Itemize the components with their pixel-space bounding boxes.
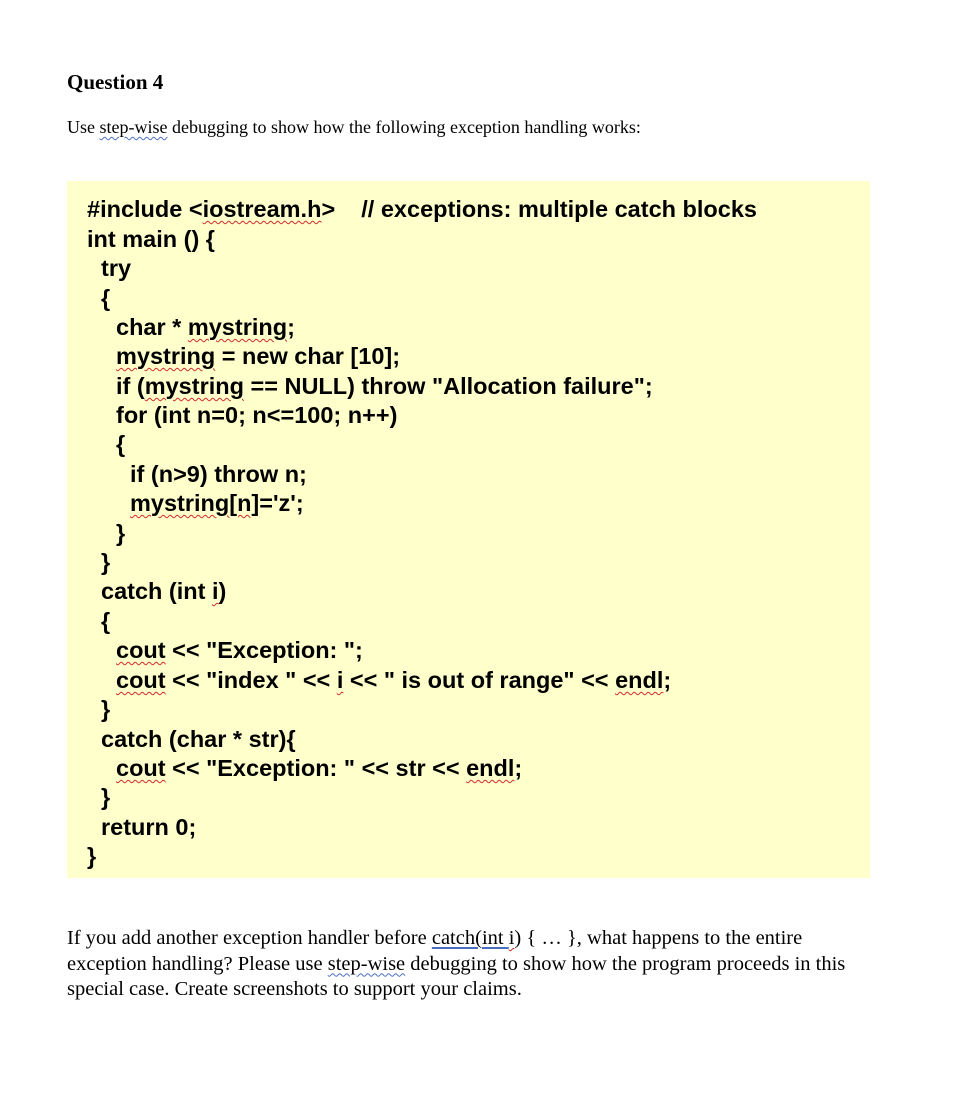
code-token: cout xyxy=(116,637,166,663)
code-token: mystring xyxy=(144,373,244,399)
intro-text-end: debugging to show how the following exception handling works: xyxy=(167,117,641,137)
code-line-23: } xyxy=(87,843,97,869)
code-token: == NULL) throw "Allocation failure"; xyxy=(243,373,653,399)
followup-text: { … }, what happens to the entire exception handling? Please use xyxy=(67,927,803,975)
code-token: > // exceptions: multiple catch blocks xyxy=(321,196,757,222)
intro-text-start: Use xyxy=(67,117,100,137)
code-token: cout xyxy=(116,667,166,693)
code-listing xyxy=(67,181,870,878)
code-line-1 xyxy=(87,198,757,222)
code-line-8: for (int n=0; n<=100; n++) xyxy=(116,402,398,428)
code-token: << " is out of range" << xyxy=(343,667,616,693)
code-line-22: return 0; xyxy=(101,814,197,840)
code-token: iostream.h xyxy=(202,196,322,222)
code-token: = new char [10]; xyxy=(215,343,401,369)
code-token: #include < xyxy=(87,196,203,222)
code-line-17 xyxy=(116,669,671,693)
code-token: endl xyxy=(615,667,664,693)
code-token: mystring xyxy=(187,314,288,340)
code-line-20 xyxy=(116,757,522,781)
followup-catch-term: int xyxy=(481,927,509,949)
code-line-21: } xyxy=(101,784,111,810)
code-line-3: try xyxy=(101,255,132,281)
code-line-9: { xyxy=(116,431,126,457)
code-token: char * xyxy=(116,314,188,340)
code-token: i xyxy=(211,578,219,604)
followup-question xyxy=(67,926,877,1003)
followup-catch-term: i xyxy=(508,927,515,949)
question-title: Question 4 xyxy=(67,70,164,94)
code-token: ='z'; xyxy=(259,490,304,516)
code-line-4: { xyxy=(101,285,111,311)
code-token: cout xyxy=(116,755,166,781)
code-token: mystring[n] xyxy=(130,490,260,516)
code-line-15: { xyxy=(101,608,111,634)
code-line-7 xyxy=(116,375,653,399)
code-token: << "Exception: "; xyxy=(165,637,363,663)
code-line-10: if (n>9) throw n; xyxy=(130,461,307,487)
code-line-2: int main () { xyxy=(87,226,215,252)
code-token: << "Exception: " << str << xyxy=(165,755,467,781)
followup-step-wise-term: step-wise xyxy=(327,952,406,975)
code-token: ; xyxy=(663,667,672,693)
code-line-18: } xyxy=(101,696,111,722)
code-line-13: } xyxy=(101,549,111,575)
code-line-5 xyxy=(116,316,295,340)
code-token: << "index " << xyxy=(165,667,337,693)
code-line-14 xyxy=(101,580,226,604)
code-token: mystring xyxy=(116,343,216,369)
question-intro xyxy=(67,117,641,138)
followup-catch-term: catch( xyxy=(431,927,482,949)
code-token: i xyxy=(336,667,344,693)
intro-step-wise-term: step-wise xyxy=(99,117,168,137)
code-token: ; xyxy=(514,755,523,781)
code-line-6 xyxy=(116,345,400,369)
followup-text: ) xyxy=(514,927,522,949)
code-line-16 xyxy=(116,639,363,663)
followup-text: debugging to show how the program proceeds in this special case. Create screenshots to support your claims. xyxy=(67,952,846,1000)
code-token: ) xyxy=(218,578,227,604)
code-token: ; xyxy=(287,314,295,340)
followup-text: If you add another exception handler before xyxy=(67,927,432,949)
code-token: endl xyxy=(466,755,515,781)
code-token: if ( xyxy=(116,373,145,399)
code-line-19: catch (char * str){ xyxy=(101,726,296,752)
code-line-12: } xyxy=(116,520,126,546)
code-token: catch (int xyxy=(101,578,212,604)
code-line-11 xyxy=(130,492,304,516)
